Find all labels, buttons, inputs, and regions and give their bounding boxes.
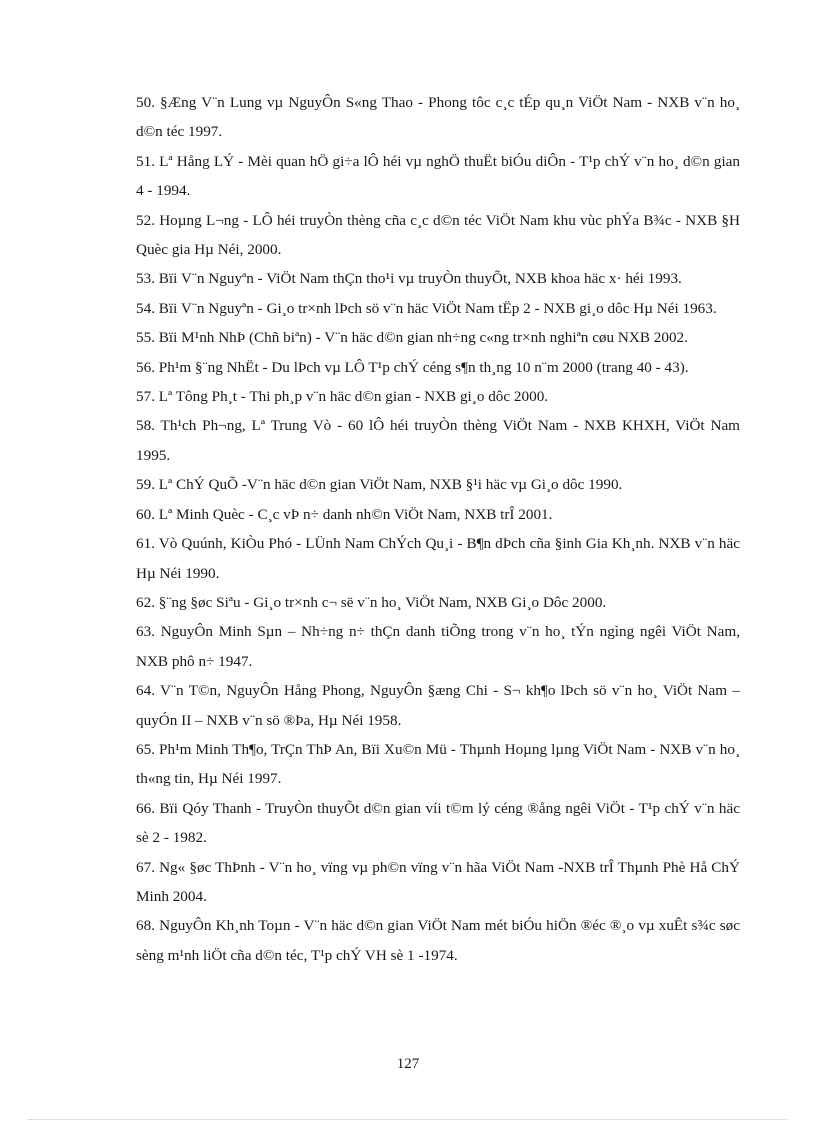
reference-item: 57. Lª Tông Ph¸t - Thi ph¸p v¨n häc d©n gian - NXB gi¸o dôc 2000. (136, 388, 549, 406)
reference-item: 60. Lª Minh Quèc - C¸c vÞ n÷ danh nh©n ViÖt Nam, NXB trÎ 2001. (136, 505, 553, 523)
reference-item: 52. Hoµng L¬ng - LÔ héi truyÒn thèng cña c¸c d©n téc ViÖt Nam khu vùc phÝa B¾c - NXB §H Quèc gia Hµ Néi, 2000. (136, 211, 740, 259)
reference-item: 50. §Æng V¨n Lung vµ NguyÔn S«ng Thao - Phong tôc c¸c tÉp qu¸n ViÖt Nam - NXB v¨n ho¸ d©n téc 1997. (136, 94, 740, 141)
reference-item: 61. Vò Quúnh, KiÒu Phó - LÜnh Nam ChÝch Qu¸i - B¶n dÞch cña §inh Gia Kh¸nh. NXB v¨n häc Hµ Néi 1990. (136, 535, 740, 582)
reference-item: 51. Lª Hång LÝ - Mèi quan hÖ gi÷a lÔ héi vµ nghÖ thuËt biÓu diÔn - T¹p chÝ v¨n ho¸ d©n gian 4 - 1994. (136, 152, 740, 200)
reference-item: 65. Ph¹m Minh Th¶o, TrÇn ThÞ An, Bïi Xu©n Mü - Thµnh Hoµng lµng ViÖt Nam - NXB v¨n ho¸ th«ng tin, Hµ Néi 1997. (136, 740, 740, 788)
reference-item: 62. §¨ng §øc Siªu - Gi¸o tr×nh c¬ së v¨n ho¸ ViÖt Nam, NXB Gi¸o Dôc 2000. (136, 593, 607, 611)
reference-list (136, 88, 740, 970)
footer-divider (28, 1119, 788, 1120)
reference-item: 55. Bïi M¹nh NhÞ (Chñ biªn) - V¨n häc d©n gian nh÷ng c«ng tr×nh nghiªn cøu NXB 2002. (136, 329, 688, 347)
reference-item: 64. V¨n T©n, NguyÔn Hång Phong, NguyÔn §æng Chi - S¬ kh¶o lÞch sö v¨n ho¸ ViÖt Nam – quyÓn II – NXB v¨n sö ®Þa, Hµ Néi 1958. (136, 682, 740, 729)
page-number: 127 (396, 1056, 420, 1072)
reference-item: 53. Bïi V¨n Nguyªn - ViÖt Nam thÇn tho¹i vµ truyÒn thuyÕt, NXB khoa häc x· héi 1993. (136, 270, 682, 288)
reference-item: 59. Lª ChÝ QuÕ -V¨n häc d©n gian ViÖt Nam, NXB §¹i häc vµ Gi¸o dôc 1990. (136, 476, 623, 494)
reference-item: 63. NguyÔn Minh Sµn – Nh÷ng n÷ thÇn danh tiÕng trong v¨n ho¸ tÝn ngìng ngêi ViÖt Nam, NXB phô n÷ 1947. (136, 623, 740, 670)
reference-item: 68. NguyÔn Kh¸nh Toµn - V¨n häc d©n gian ViÖt Nam mét biÓu hiÖn ®éc ®¸o vµ xuÊt s¾c søc sèng m¹nh liÖt cña d©n téc, T¹p chÝ VH sè 1 -1974. (136, 917, 740, 964)
reference-item: 58. Th¹ch Ph¬ng, Lª Trung Vò - 60 lÔ héi truyÒn thèng ViÖt Nam - NXB KHXH, ViÖt Nam 1995. (136, 417, 740, 464)
reference-item: 56. Ph¹m §¨ng NhËt - Du lÞch vµ LÔ T¹p chÝ céng s¶n th¸ng 10 n¨m 2000 (trang 40 - 43). (136, 358, 689, 376)
reference-item: 67. Ng« §øc ThÞnh - V¨n ho¸ vïng vµ ph©n vïng v¨n hãa ViÖt Nam -NXB trÎ Thµnh Phè Hå ChÝ Minh 2004. (136, 858, 740, 905)
reference-item: 54. Bïi V¨n Nguyªn - Gi¸o tr×nh lÞch sö v¨n häc ViÖt Nam tËp 2 - NXB gi¸o dôc Hµ Néi 1963. (136, 299, 717, 317)
reference-item: 66. Bïi Qóy Thanh - TruyÒn thuyÕt d©n gian víi t©m lý céng ®ång ngêi ViÖt - T¹p chÝ v¨n häc sè 2 - 1982. (136, 799, 740, 847)
